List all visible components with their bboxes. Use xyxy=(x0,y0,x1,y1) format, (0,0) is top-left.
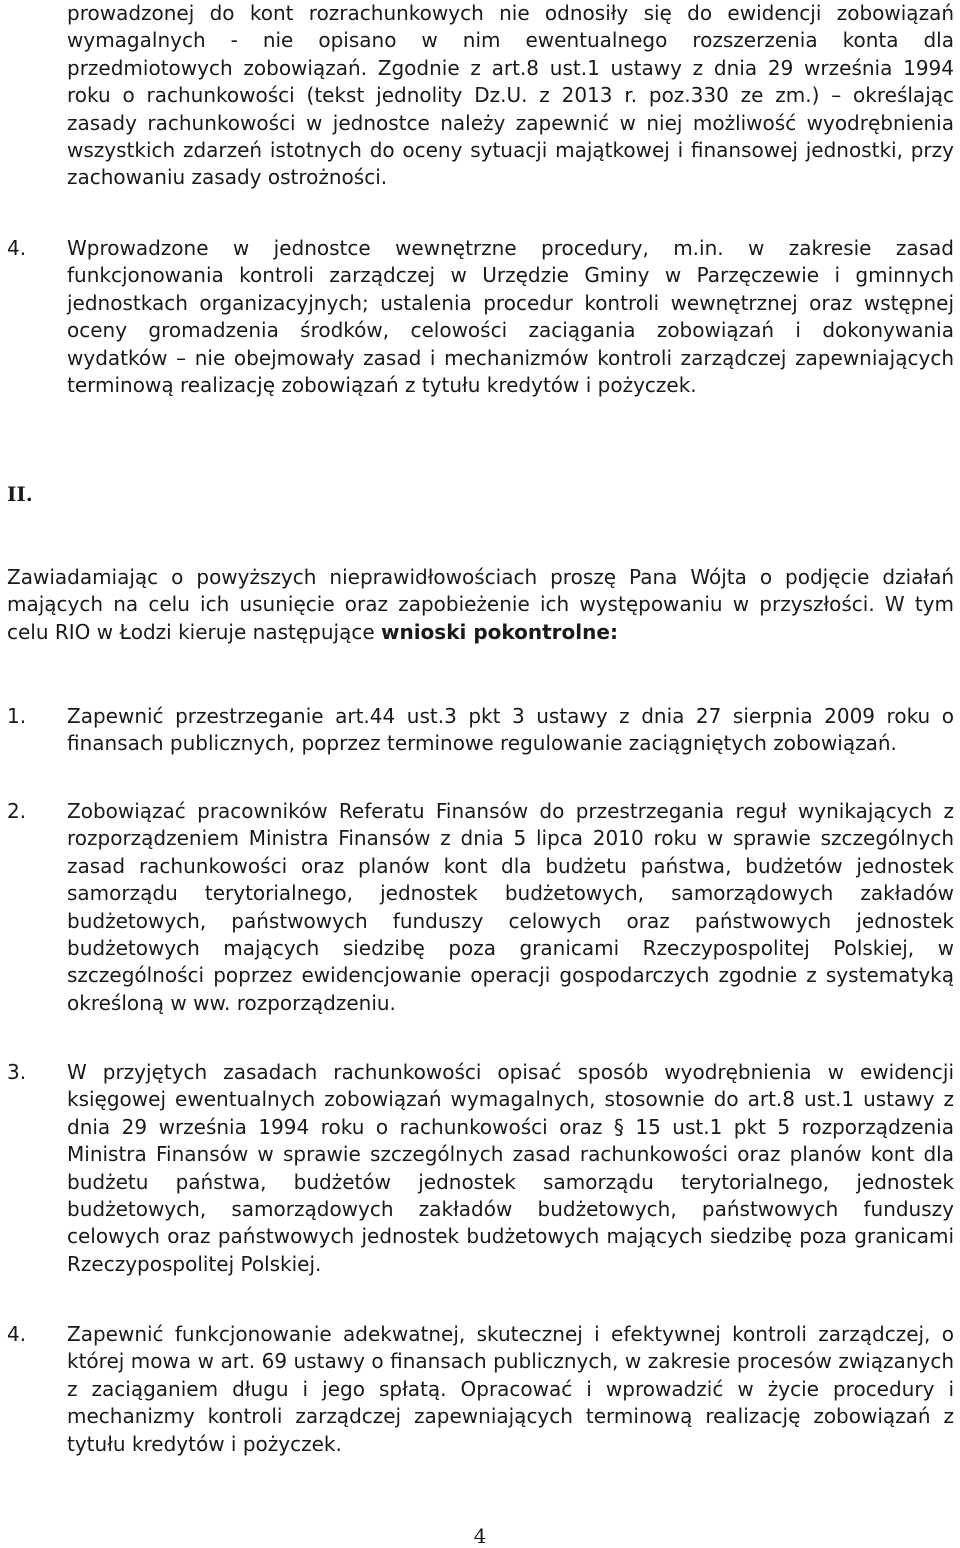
point-4-paragraph: Wprowadzone w jednostce wewnętrzne procedury, m.in. w zakresie zasad funkcjonowania kontroli zarządczej w Urzędzie Gminy w Parzęczewie i gminnych jednostkach organizacyjnych; ustalenia procedur kontroli wewnętrznej oraz wstępnej oceny gromadzenia środków, celowości zaciągania zobowiązań i dokonywania wydatków – nie obejmowały zasad i mechanizmów kontroli zarządczej zapewniających terminową realizację zobowiązań z tytułu kredytów i pożyczek. xyxy=(67,236,954,398)
conclusion-text: Zawiadamiając o powyższych nieprawidłowościach proszę Pana Wójta o podjęcie działań mających na celu ich usunięcie oraz zapobieżenie ich występowaniu w przyszłości. W tym celu RIO w Łodzi kieruje następujące xyxy=(7,565,954,644)
conclusion-bold-text: wnioski pokontrolne: xyxy=(380,619,618,644)
conclusion-paragraph xyxy=(7,564,954,646)
recommendation-number: 3. xyxy=(7,1060,27,1084)
recommendation-number: 4. xyxy=(7,1322,27,1346)
recommendation-item: Zapewnić funkcjonowanie adekwatnej, skutecznej i efektywnej kontroli zarządczej, o której mowa w art. 69 ustawy o finansach publicznych, w zakresie procesów związanych z zaciąganiem długu i jego spłatą. Opracować i wprowadzić w życie procedury i mechanizmy kontroli zarządczej zapewniających terminową realizację zobowiązań z tytułu kredytów i pożyczek. xyxy=(67,1322,954,1456)
recommendation-item: Zapewnić przestrzeganie art.44 ust.3 pkt 3 ustawy z dnia 27 sierpnia 2009 roku o finansach publicznych, poprzez terminowe regulowanie zaciągniętych zobowiązań. xyxy=(67,704,954,756)
recommendation-item: W przyjętych zasadach rachunkowości opisać sposób wyodrębnienia w ewidencji księgowej ewentualnych zobowiązań wymagalnych, stosownie do art.8 ust.1 ustawy z dnia 29 września 1994 roku o rachunkowości oraz § 15 ust.1 pkt 5 rozporządzenia Ministra Finansów w sprawie szczególnych zasad rachunkowości oraz planów kont dla budżetu państwa, budżetów jednostek samorządu terytorialnego, jednostek budżetowych, samorządowych zakładów budżetowych, państwowych funduszy celowych oraz państwowych jednostek budżetowych mających siedzibę poza granicami Rzeczypospolitej Polskiej. xyxy=(67,1060,954,1276)
recommendation-number: 2. xyxy=(7,799,27,823)
point-number: 4. xyxy=(7,236,27,260)
section-heading: II. xyxy=(7,482,33,506)
recommendation-number: 1. xyxy=(7,704,27,728)
intro-paragraph: prowadzonej do kont rozrachunkowych nie odnosiły się do ewidencji zobowiązań wymagalnych - nie opisano w nim ewentualnego rozszerzenia konta dla przedmiotowych zobowiązań. Zgodnie z art.8 ust.1 ustawy z dnia 29 września 1994 roku o rachunkowości (tekst jednolity Dz.U. z 2013 r. poz.330 ze zm.) – określając zasady rachunkowości w jednostce należy zapewnić w niej możliwość wyodrębnienia wszystkich zdarzeń istotnych do oceny sytuacji majątkowej i finansowej jednostki, przy zachowaniu zasady ostrożności. xyxy=(67,1,954,190)
page-number: 4 xyxy=(473,1524,487,1548)
recommendation-item: Zobowiązać pracowników Referatu Finansów do przestrzegania reguł wynikających z rozporządzeniem Ministra Finansów z dnia 5 lipca 2010 roku w sprawie szczególnych zasad rachunkowości oraz planów kont dla budżetu państwa, budżetów jednostek samorządu terytorialnego, jednostek budżetowych, samorządowych zakładów budżetowych, państwowych funduszy celowych oraz państwowych jednostek budżetowych mających siedzibę poza granicami Rzeczypospolitej Polskiej, w szczególności poprzez ewidencjowanie operacji gospodarczych zgodnie z systematyką określoną w ww. rozporządzeniu. xyxy=(67,799,954,1015)
